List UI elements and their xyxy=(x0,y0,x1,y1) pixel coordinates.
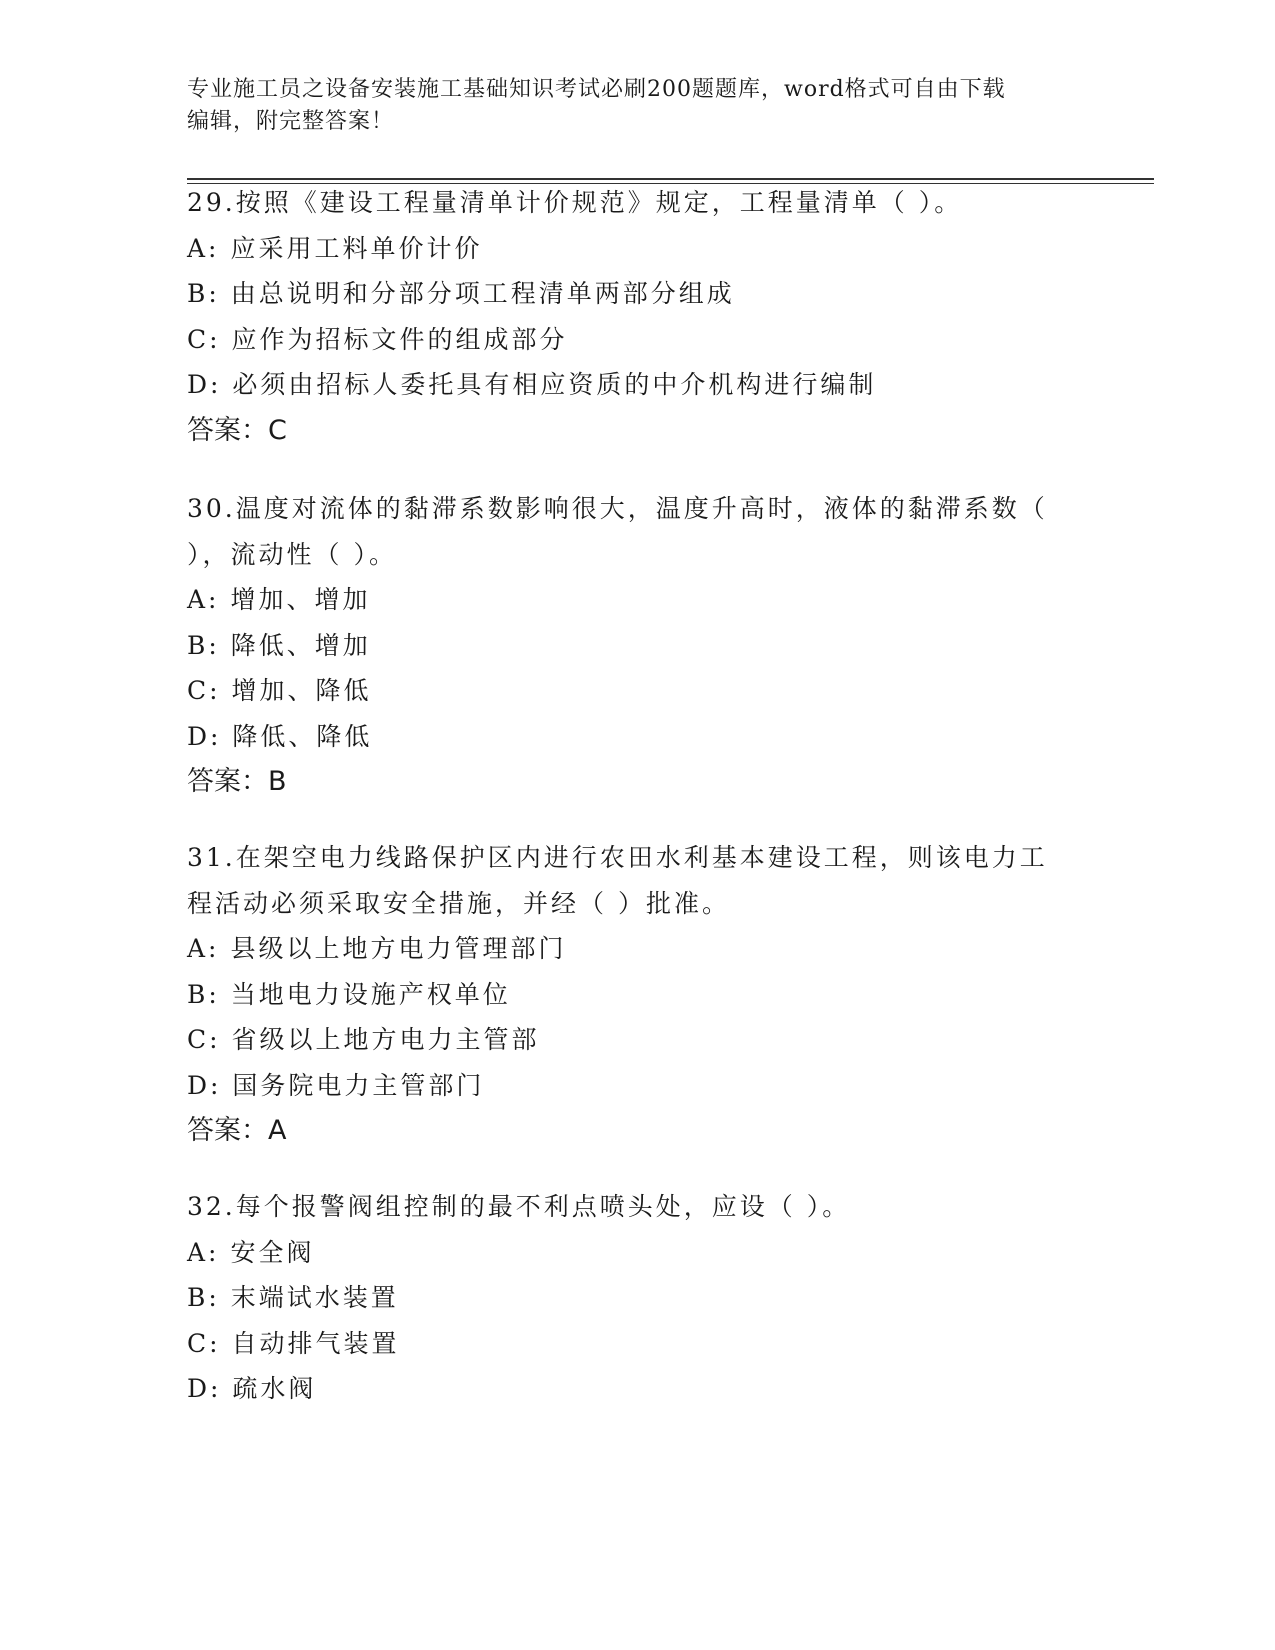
option-c xyxy=(187,668,1087,714)
option-key: D: xyxy=(187,1070,222,1100)
option-text: 省级以上地方电力主管部 xyxy=(231,1025,540,1054)
option-text: 增加、增加 xyxy=(230,585,371,614)
option-a xyxy=(187,1230,1087,1276)
option-key: B: xyxy=(187,1283,220,1312)
option-key: D: xyxy=(187,721,222,751)
option-text: 疏水阀 xyxy=(232,1374,317,1403)
option-key: C: xyxy=(187,324,221,354)
option-a xyxy=(187,577,1087,623)
option-key: A: xyxy=(187,1237,220,1267)
question-29 xyxy=(187,180,1087,453)
option-text: 由总说明和分部分项工程清单两部分组成 xyxy=(230,279,735,308)
option-c xyxy=(187,1321,1087,1367)
option-d xyxy=(187,1063,1087,1109)
option-text: 增加、降低 xyxy=(231,676,372,705)
option-key: C: xyxy=(187,1025,221,1054)
option-b xyxy=(187,972,1087,1018)
option-d xyxy=(187,714,1087,760)
document-header xyxy=(187,74,1057,138)
option-c xyxy=(187,317,1087,363)
question-30 xyxy=(187,486,1087,805)
question-text: 30.温度对流体的黏滞系数影响很大，温度升高时，液体的黏滞系数（ xyxy=(187,494,1048,523)
option-key: B: xyxy=(187,979,220,1009)
option-key: D: xyxy=(187,370,222,399)
option-text: 国务院电力主管部门 xyxy=(232,1070,485,1100)
question-text: 32.每个报警阀组控制的最不利点喷头处，应设（ ）。 xyxy=(187,1192,851,1221)
option-key: A: xyxy=(187,934,220,963)
answer: 答案：C xyxy=(187,414,287,446)
question-text: 31.在架空电力线路保护区内进行农田水利基本建设工程，则该电力工 xyxy=(187,843,1048,872)
option-b xyxy=(187,1275,1087,1321)
question-31 xyxy=(187,835,1087,1154)
option-b xyxy=(187,271,1087,317)
question-text-cont: 程活动必须采取安全措施，并经（ ）批准。 xyxy=(187,888,730,918)
option-a xyxy=(187,926,1087,972)
option-a xyxy=(187,226,1087,272)
option-text: 降低、降低 xyxy=(232,721,373,751)
question-text: 29.按照《建设工程量清单计价规范》规定，工程量清单（ ）。 xyxy=(187,188,963,217)
option-text: 安全阀 xyxy=(230,1237,315,1267)
answer: 答案：B xyxy=(187,766,287,797)
option-d xyxy=(187,362,1087,408)
option-text: 末端试水装置 xyxy=(230,1283,399,1312)
option-b xyxy=(187,623,1087,669)
header-line-1: 专业施工员之设备安装施工基础知识考试必刷200题题库，word格式可自由下载 xyxy=(187,77,1006,102)
option-text: 应作为招标文件的组成部分 xyxy=(231,324,568,354)
option-key: C: xyxy=(187,676,221,705)
option-key: C: xyxy=(187,1328,221,1358)
option-key: B: xyxy=(187,630,220,660)
option-text: 当地电力设施产权单位 xyxy=(230,979,511,1009)
question-32 xyxy=(187,1184,1087,1412)
option-d xyxy=(187,1366,1087,1412)
question-text-cont: ），流动性（ ）。 xyxy=(187,539,397,569)
option-key: A: xyxy=(187,233,220,263)
option-text: 降低、增加 xyxy=(230,630,371,660)
option-key: B: xyxy=(187,279,220,308)
option-text: 自动排气装置 xyxy=(231,1328,400,1358)
option-c xyxy=(187,1017,1087,1063)
header-line-2: 编辑，附完整答案！ xyxy=(187,109,395,134)
option-text: 必须由招标人委托具有相应资质的中介机构进行编制 xyxy=(232,370,877,399)
option-text: 县级以上地方电力管理部门 xyxy=(230,934,567,963)
option-key: D: xyxy=(187,1374,222,1403)
answer: 答案：A xyxy=(187,1115,287,1146)
option-text: 应采用工料单价计价 xyxy=(230,233,483,263)
option-key: A: xyxy=(187,585,220,614)
